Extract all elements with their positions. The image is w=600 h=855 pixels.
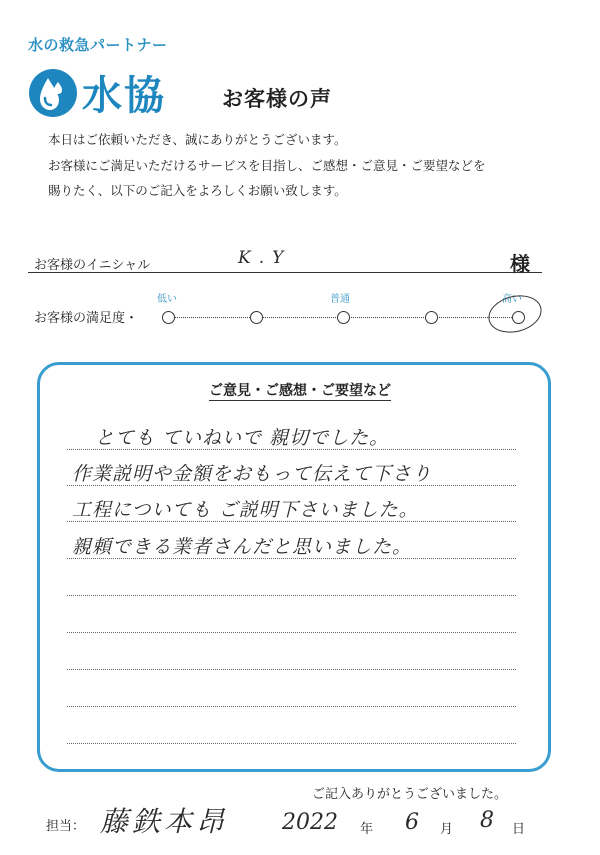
- date-day-unit: 日: [512, 822, 526, 837]
- initial-label: お客様のイニシャル: [34, 258, 151, 273]
- intro-line: お客様にご満足いただけるサービスを目指し、ご感想・ご意見・ご要望などを: [48, 158, 486, 173]
- comment-rule: [67, 595, 516, 596]
- satisfaction-option-2[interactable]: [250, 311, 263, 324]
- satisfaction-label: お客様の満足度・: [34, 311, 139, 326]
- comment-text-line: とても ていねいで 親切でした。: [95, 427, 390, 449]
- initial-value[interactable]: K.Y: [238, 248, 292, 268]
- date-month-unit: 月: [440, 822, 454, 837]
- scale-mid-label: 普通: [330, 294, 350, 305]
- comment-heading: ご意見・ご感想・ご要望など: [209, 383, 391, 399]
- scale-low-label: 低い: [157, 294, 177, 305]
- brand-name: 水協: [82, 73, 166, 119]
- closing-message: ご記入ありがとうございました。: [312, 787, 508, 802]
- selected-mark: [484, 290, 545, 338]
- date-year-unit: 年: [360, 822, 374, 837]
- date-year: 2022: [282, 810, 338, 835]
- staff-label: 担当：: [46, 819, 86, 834]
- brand-tagline: 水の救急パートナー: [28, 36, 168, 54]
- satisfaction-option-1[interactable]: [162, 311, 175, 324]
- page-title: お客様の声: [222, 87, 332, 111]
- date-month: 6: [405, 810, 419, 835]
- comment-text-line: 作業説明や金額をおもって伝えて下さり: [72, 463, 433, 485]
- satisfaction-option-3[interactable]: [337, 311, 350, 324]
- intro-line: 本日はご依頼いただき、誠にありがとうございます。: [48, 132, 347, 147]
- comment-text-line: 工程についても ご説明下さいました。: [72, 499, 419, 521]
- comment-text-line: 親頼できる業者さんだと思いました。: [72, 536, 413, 558]
- comment-rule: [67, 669, 516, 670]
- honorific: 様: [510, 252, 530, 276]
- satisfaction-option-4[interactable]: [425, 311, 438, 324]
- comment-rule: [67, 743, 516, 744]
- intro-line: 賜りたく、以下のご記入をよろしくお願い致します。: [48, 183, 347, 198]
- water-drop-logo-icon: [28, 68, 78, 118]
- comment-rule: [67, 632, 516, 633]
- initial-underline: [28, 272, 542, 273]
- staff-name: 藤鉄本昂: [100, 805, 229, 838]
- comment-rule: [67, 706, 516, 707]
- scale-high-label: 高い: [502, 294, 522, 305]
- date-day: 8: [480, 808, 494, 833]
